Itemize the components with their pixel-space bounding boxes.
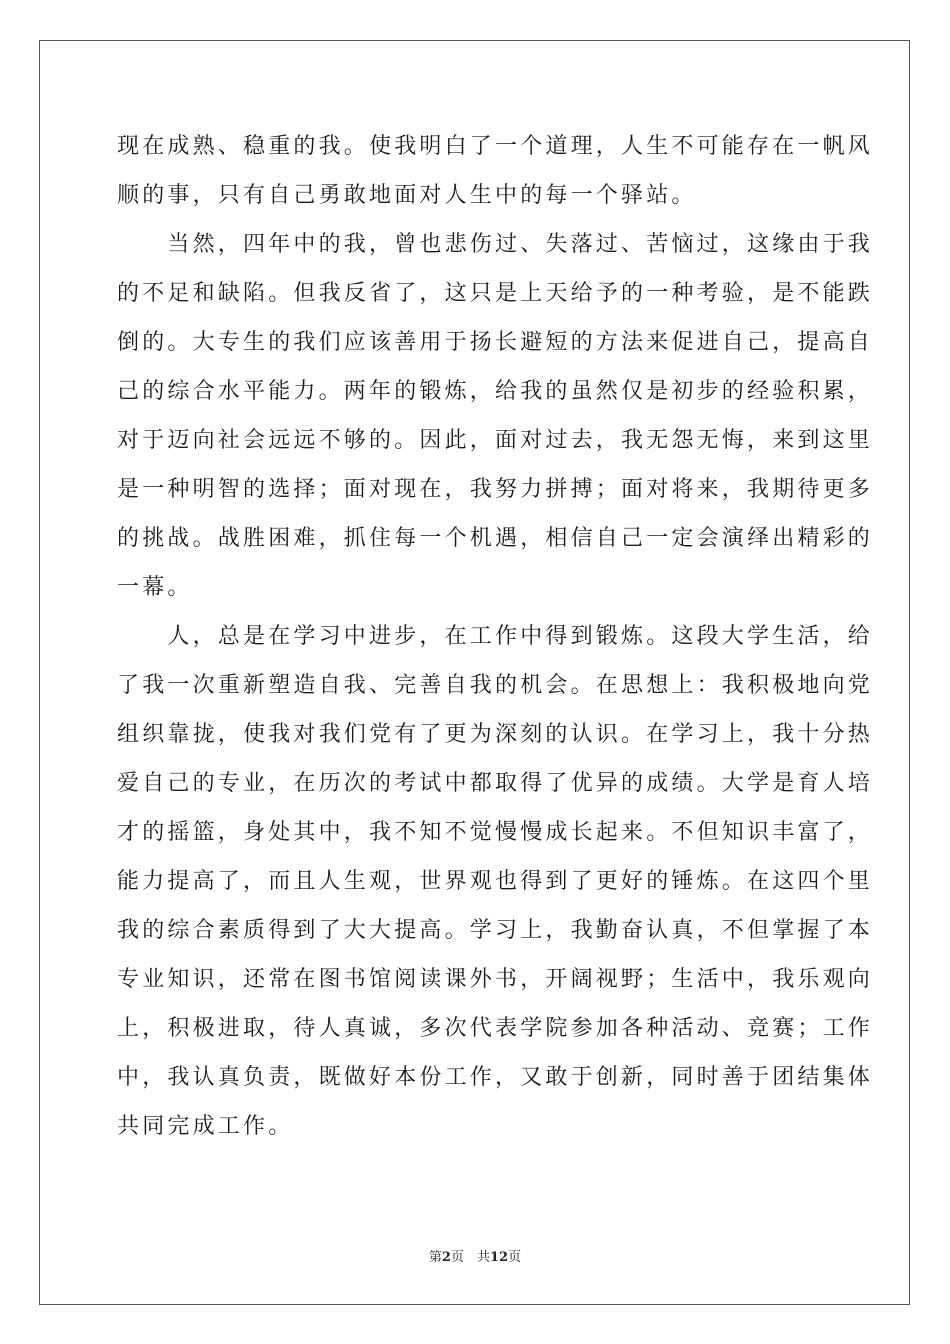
text-line: 是一种明智的选择；面对现在，我努力拼搏；面对将来，我期待更多 [117,477,874,502]
text-line: 的不足和缺陷。但我反省了，这只是上天给予的一种考验，是不能跌 [117,281,874,306]
text-line: 当然，四年中的我，曾也悲伤过、失落过、苦恼过，这缘由于我 [117,232,874,257]
page-label-suffix: 页 [508,1250,522,1265]
text-line: 爱自己的专业，在历次的考试中都取得了优异的成绩。大学是育人培 [117,771,874,796]
text-line: 专业知识，还常在图书馆阅读课外书，开阔视野；生活中，我乐观向 [117,967,874,992]
page-label-prefix: 第 [428,1250,442,1265]
text-line: 才的摇篮，身处其中，我不知不觉慢慢成长起来。不但知识丰富了， [117,820,874,845]
text-line: 倒的。大专生的我们应该善用于扬长避短的方法来促进自己，提高自 [117,330,874,355]
page-label-mid: 页 共 [450,1250,490,1265]
text-line: 组织靠拢，使我对我们党有了更为深刻的认识。在学习上，我十分热 [117,722,874,747]
text-line: 人，总是在学习中进步，在工作中得到锻炼。这段大学生活，给 [117,624,874,649]
page-total-number: 12 [489,1250,509,1265]
text-line: 上，积极进取，待人真诚，多次代表学院参加各种活动、竞赛；工作 [117,1016,874,1041]
text-line: 对于迈向社会远远不够的。因此，面对过去，我无怨无悔，来到这里 [117,428,874,453]
text-line: 共同完成工作。 [117,1114,294,1139]
document-body [117,122,874,1151]
text-line: 我的综合素质得到了大大提高。学习上，我勤奋认真，不但掌握了本 [117,918,874,943]
text-line: 中，我认真负责，既做好本份工作，又敢于创新，同时善于团结集体 [117,1065,874,1090]
text-line: 现在成熟、稳重的我。使我明白了一个道理，人生不可能存在一帆风 [117,134,874,159]
text-line: 己的综合水平能力。两年的锻炼，给我的虽然仅是初步的经验积累， [117,379,874,404]
page-current-number: 2 [441,1250,451,1265]
text-line: 的挑战。战胜困难，抓住每一个机遇，相信自己一定会演绎出精彩的 [117,526,874,551]
text-line: 能力提高了，而且人生观，世界观也得到了更好的锤炼。在这四个里 [117,869,874,894]
page-footer [0,1246,950,1265]
text-line: 顺的事，只有自己勇敢地面对人生中的每一个驿站。 [117,183,697,208]
text-line: 了我一次重新塑造自我、完善自我的机会。在思想上：我积极地向党 [117,673,874,698]
text-line: 一幕。 [117,575,193,600]
